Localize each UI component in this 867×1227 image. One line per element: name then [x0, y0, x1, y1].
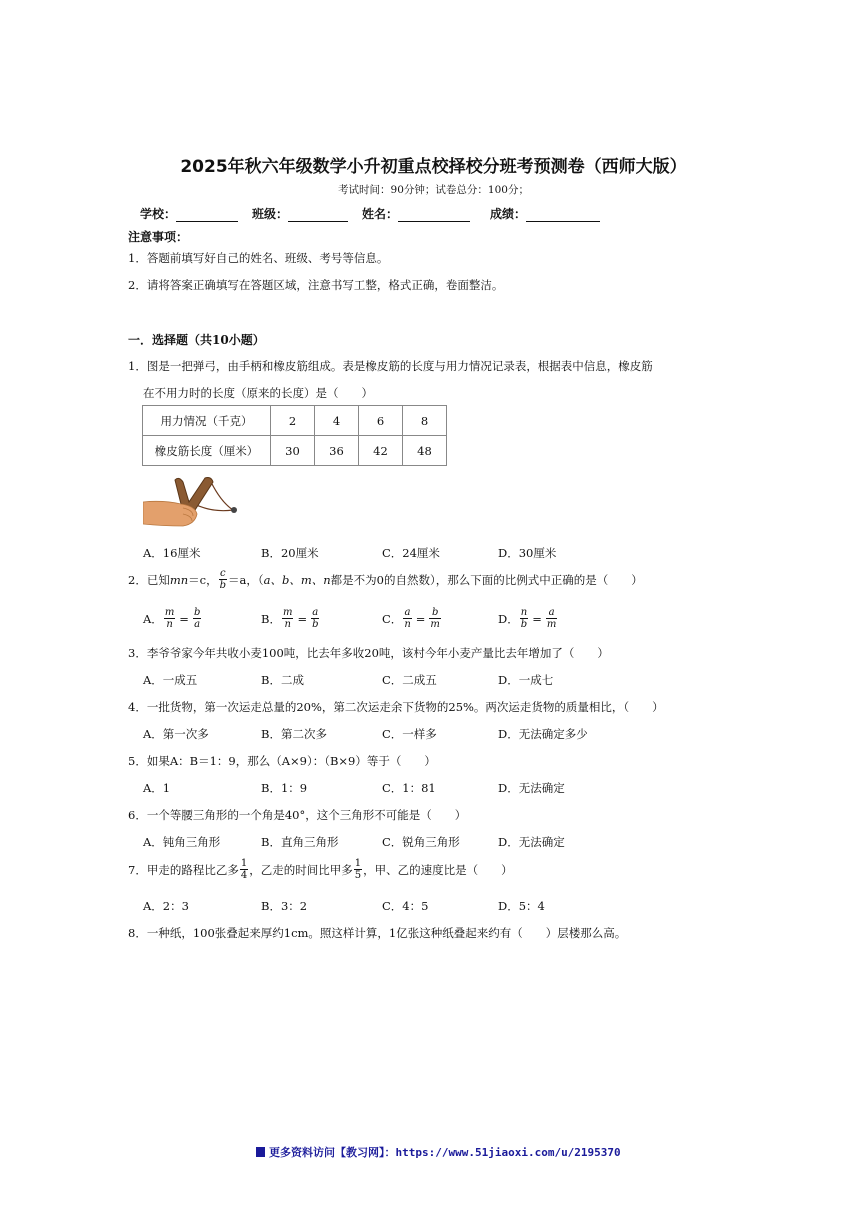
q4-option-b[interactable]: B．第二次多	[261, 727, 327, 741]
note-item-2: 2．请将答案正确填写在答题区域，注意书写工整，格式正确，卷面整洁。	[128, 278, 504, 292]
q7-option-a[interactable]: A．2：3	[143, 899, 189, 913]
option-label: A．	[143, 611, 163, 626]
q2-option-c[interactable]: C． $\frac{a}{n}$ = $\frac{b}{m}$	[382, 607, 440, 630]
q6-option-d[interactable]: D．无法确定	[498, 835, 565, 849]
table-cell: 42	[359, 436, 403, 466]
q1-option-a[interactable]: A．16厘米	[143, 546, 201, 560]
table-cell: 4	[315, 406, 359, 436]
q7-part2: ，乙走的时间比甲多	[249, 862, 353, 877]
fraction-numerator: c	[219, 568, 226, 579]
fraction-numerator: b	[193, 607, 201, 618]
q3-option-d[interactable]: D．一成七	[498, 673, 554, 687]
fraction	[429, 607, 440, 630]
q5-option-a[interactable]: A．1	[143, 781, 171, 795]
q1-data-table	[142, 405, 447, 466]
q7-option-b[interactable]: B．3：2	[261, 899, 308, 913]
q5-option-b[interactable]: B．1：9	[261, 781, 308, 795]
school-blank[interactable]	[176, 207, 238, 222]
option-label: B．	[261, 611, 281, 626]
document-icon	[256, 1147, 265, 1157]
q1-line1: 1．图是一把弹弓，由手柄和橡皮筋组成。表是橡皮筋的长度与用力情况记录表，根据表中信息，橡皮筋	[128, 359, 653, 373]
school-label: 学校：	[140, 207, 177, 221]
q2-vars: a、b、m、n	[263, 572, 331, 587]
notes-title: 注意事项：	[128, 230, 189, 244]
fraction-numerator: a	[404, 607, 411, 618]
q7-fraction-2	[354, 858, 362, 881]
q1-option-b[interactable]: B．20厘米	[261, 546, 319, 560]
q6-option-b[interactable]: B．直角三角形	[261, 835, 339, 849]
exam-title: 2025年秋六年级数学小升初重点校择校分班考预测卷（西师大版）	[180, 157, 687, 177]
table-row	[143, 406, 447, 436]
name-label: 姓名：	[362, 207, 399, 221]
q1-option-d[interactable]: D．30厘米	[498, 546, 557, 560]
q7-part1: 7．甲走的路程比乙多	[128, 862, 239, 877]
fraction-denominator: 5	[354, 870, 362, 881]
q3-option-a[interactable]: A．一成五	[143, 673, 198, 687]
q7-option-d[interactable]: D．5：4	[498, 899, 545, 913]
fraction-numerator: 1	[240, 858, 248, 869]
table-cell: 2	[271, 406, 315, 436]
q2-eq-c: ＝c，	[188, 572, 218, 587]
option-label: D．	[498, 611, 519, 626]
fraction-numerator: m	[282, 607, 293, 618]
footer-text: 更多资料访问【教习网】：https://www.51jiaoxi.com/u/2195370	[269, 1146, 621, 1159]
q3-option-c[interactable]: C．二成五	[382, 673, 437, 687]
q4-stem: 4．一批货物，第一次运走总量的20%，第二次运走余下货物的25%。两次运走货物的质量相比，（ ）	[128, 700, 664, 714]
class-blank[interactable]	[288, 207, 348, 222]
q2-option-d[interactable]: D． $\frac{n}{b}$ = $\frac{a}{m}$	[498, 607, 557, 630]
fraction-numerator: a	[312, 607, 319, 618]
q6-option-a[interactable]: A．钝角三角形	[143, 835, 221, 849]
option-label: C．	[382, 611, 403, 626]
q7-fraction-1	[240, 858, 248, 881]
fraction-numerator: a	[546, 607, 557, 619]
q4-option-c[interactable]: C．一样多	[382, 727, 437, 741]
table-cell: 8	[403, 406, 447, 436]
fraction	[311, 607, 319, 630]
q2-fraction	[219, 568, 227, 591]
fraction-denominator: n	[284, 619, 291, 630]
fraction	[193, 607, 201, 630]
q5-stem: 5．如果A：B＝1：9，那么（A×9）：（B×9）等于（ ）	[128, 754, 436, 768]
student-info-row	[140, 205, 600, 222]
score-blank[interactable]	[526, 207, 600, 222]
fraction-numerator: n	[520, 607, 528, 618]
footer-link[interactable]	[256, 1144, 621, 1160]
q6-stem: 6．一个等腰三角形的一个角是40°，这个三角形不可能是（ ）	[128, 808, 467, 822]
q3-stem: 3．李爷爷家今年共收小麦100吨，比去年多收20吨，该村今年小麦产量比去年增加了（ ）	[128, 646, 609, 660]
table-cell: 48	[403, 436, 447, 466]
exam-subtitle: 考试时间：90分钟；试卷总分：100分；	[338, 184, 529, 196]
section-title: 一．选择题（共10小题）	[128, 333, 265, 347]
q2-mn: mn	[169, 572, 189, 587]
q3-option-b[interactable]: B．二成	[261, 673, 304, 687]
fraction-denominator: n	[404, 619, 411, 630]
table-cell: 6	[359, 406, 403, 436]
fraction-denominator: b	[312, 619, 319, 630]
q4-option-d[interactable]: D．无法确定多少	[498, 727, 588, 741]
table-cell: 36	[315, 436, 359, 466]
q5-option-c[interactable]: C．1：81	[382, 781, 436, 795]
fraction-denominator: m	[546, 619, 557, 630]
q7-part3: ，甲、乙的速度比是（ ）	[363, 862, 513, 877]
class-label: 班级：	[252, 207, 289, 221]
q2-stem	[128, 568, 643, 591]
q1-option-c[interactable]: C．24厘米	[382, 546, 440, 560]
fraction-denominator: b	[520, 619, 528, 630]
fraction	[282, 607, 293, 630]
fraction-denominator: m	[430, 619, 440, 630]
q2-rest: 都是不为0的自然数），那么下面的比例式中正确的是（ ）	[330, 572, 643, 587]
q7-stem	[128, 858, 513, 881]
fraction-numerator: m	[164, 607, 175, 618]
fraction	[546, 607, 557, 630]
table-cell: 用力情况（千克）	[143, 406, 271, 436]
name-blank[interactable]	[398, 207, 470, 222]
table-cell: 30	[271, 436, 315, 466]
note-item-1: 1．答题前填写好自己的姓名、班级、考号等信息。	[128, 251, 389, 265]
q4-option-a[interactable]: A．第一次多	[143, 727, 209, 741]
table-row	[143, 436, 447, 466]
q2-option-a[interactable]: A． $\frac{m}{n}$ = $\frac{b}{a}$	[143, 607, 201, 630]
table-cell: 橡皮筋长度（厘米）	[143, 436, 271, 466]
q2-prefix: 2．已知	[128, 572, 170, 587]
fraction-denominator: a	[194, 619, 201, 630]
q1-line2: 在不用力时的长度（原来的长度）是（ ）	[143, 386, 373, 400]
fraction	[520, 607, 528, 630]
fraction-denominator: b	[219, 580, 226, 591]
fraction	[403, 607, 411, 630]
q5-option-d[interactable]: D．无法确定	[498, 781, 565, 795]
fraction-denominator: 4	[240, 870, 248, 881]
q7-option-c[interactable]: C．4：5	[382, 899, 429, 913]
fraction-numerator: 1	[354, 858, 362, 869]
q6-option-c[interactable]: C．锐角三角形	[382, 835, 460, 849]
fraction-denominator: n	[166, 619, 173, 630]
q2-eq-a: ＝a，（	[228, 572, 264, 587]
slingshot-image	[143, 472, 243, 532]
score-label: 成绩：	[490, 207, 527, 221]
fraction-numerator: b	[429, 607, 440, 619]
q8-stem: 8．一种纸，100张叠起来厚约1cm。照这样计算，1亿张这种纸叠起来约有（ ）层楼那么高。	[128, 926, 627, 940]
q2-option-b[interactable]: B． $\frac{m}{n}$ = $\frac{a}{b}$	[261, 607, 319, 630]
fraction	[164, 607, 175, 630]
